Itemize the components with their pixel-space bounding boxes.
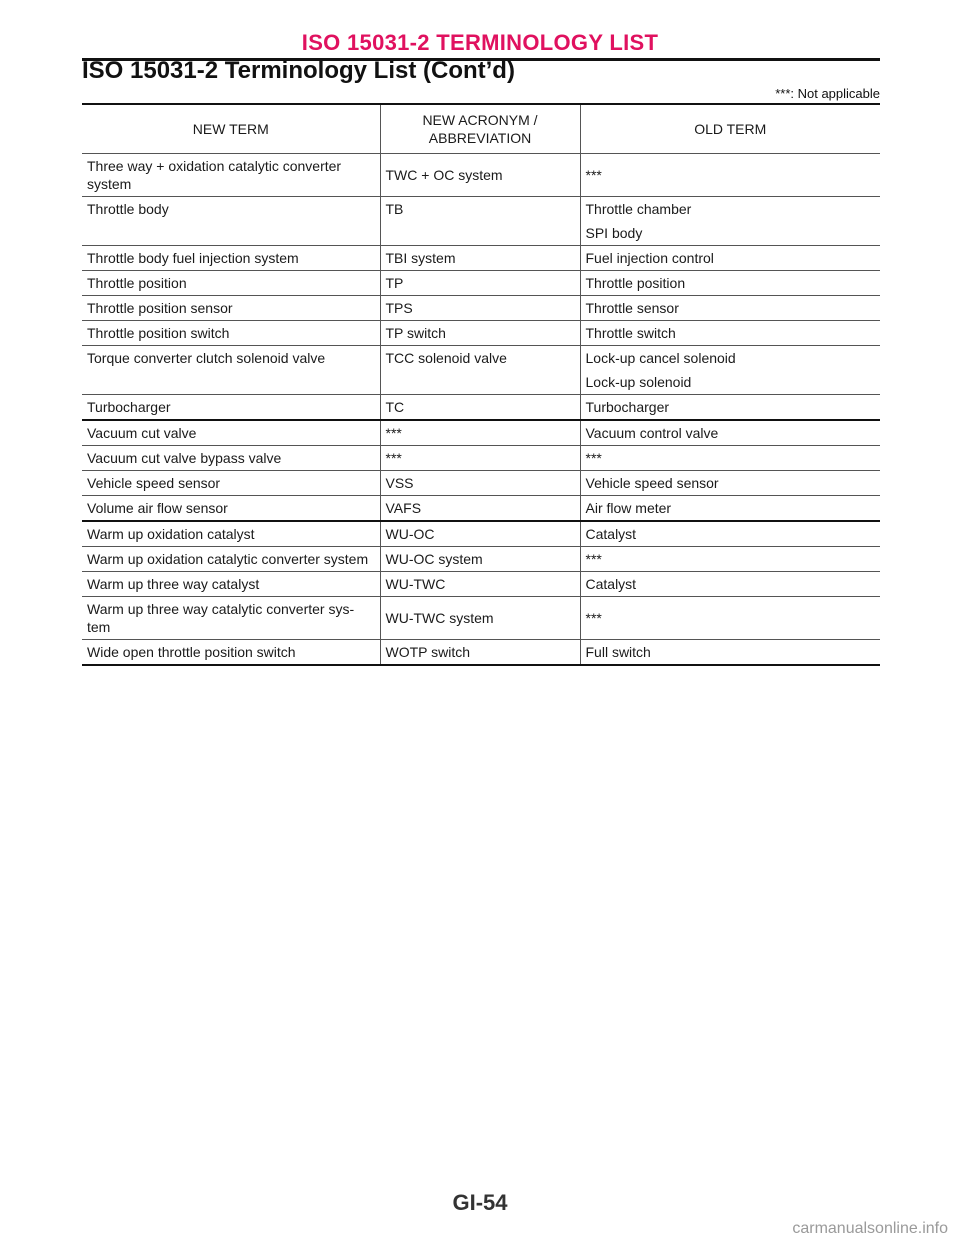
new-term-cell — [82, 395, 380, 421]
acronym-text: WU-TWC system — [385, 610, 494, 626]
table-row — [82, 346, 880, 395]
new-term-cell — [82, 572, 380, 597]
acronym-cell — [380, 496, 580, 522]
new-term-text: Throttle body — [87, 201, 169, 217]
acronym-text: TWC + OC system — [385, 167, 503, 183]
table-row — [82, 640, 880, 666]
old-term-cell — [580, 547, 880, 572]
old-term-text: *** — [585, 167, 602, 183]
old-term-text: Fuel injection control — [585, 250, 714, 266]
acronym-text: WU-TWC — [385, 576, 446, 592]
new-term-text: Vacuum cut valve — [87, 425, 197, 441]
terminology-table-wrapper — [82, 103, 880, 666]
table-row — [82, 154, 880, 197]
table-row — [82, 197, 880, 246]
acronym-text: WOTP switch — [385, 644, 471, 660]
new-term-cell — [82, 420, 380, 446]
old-term-cell — [580, 246, 880, 271]
table-row — [82, 597, 880, 640]
acronym-cell — [380, 572, 580, 597]
table-row — [82, 395, 880, 421]
new-term-cell — [82, 197, 380, 246]
acronym-text: TC — [385, 399, 405, 415]
new-term-cell — [82, 496, 380, 522]
table-body — [82, 154, 880, 666]
table-row — [82, 420, 880, 446]
table-row — [82, 496, 880, 522]
old-term-text: SPI body — [585, 225, 643, 241]
new-term-cell — [82, 271, 380, 296]
old-term-text: Throttle position — [585, 275, 686, 291]
acronym-cell — [380, 471, 580, 496]
old-term-text: Turbocharger — [585, 399, 670, 415]
old-term-cell — [580, 521, 880, 547]
new-term-text: Throttle position switch — [87, 325, 230, 341]
old-term-cell — [580, 471, 880, 496]
acronym-text: *** — [385, 425, 402, 441]
new-term-text: Volume air flow sensor — [87, 500, 228, 516]
old-term-text: Throttle sensor — [585, 300, 679, 316]
watermark-text: carmanualsonline.info — [792, 1220, 948, 1237]
acronym-text: TB — [385, 201, 404, 217]
old-term-text: Lock-up solenoid — [585, 374, 692, 390]
new-term-text: Warm up oxidation catalyst — [87, 526, 255, 542]
old-term-text: Lock-up cancel solenoid — [585, 350, 736, 366]
acronym-text: WU-OC — [385, 526, 435, 542]
table-row — [82, 271, 880, 296]
new-term-text: Throttle body fuel injection system — [87, 250, 299, 266]
old-term-text: Throttle chamber — [585, 201, 692, 217]
table-row — [82, 547, 880, 572]
page-number: GI-54 — [452, 1190, 508, 1215]
old-term-cell — [580, 321, 880, 346]
old-term-cell — [580, 446, 880, 471]
new-term-text: Wide open throttle position switch — [87, 644, 296, 660]
column-header-old-term: OLD TERM — [580, 104, 880, 154]
new-term-text: Warm up oxidation catalytic converter system — [87, 551, 369, 567]
acronym-cell — [380, 346, 580, 395]
acronym-cell — [380, 321, 580, 346]
acronym-cell — [380, 154, 580, 197]
acronym-cell — [380, 521, 580, 547]
page-title: ISO 15031-2 Terminology List (Cont’d) — [82, 57, 515, 84]
new-term-text: Warm up three way catalytic converter sys- tem — [87, 601, 355, 635]
new-term-text: Throttle position — [87, 275, 187, 291]
old-term-text: *** — [585, 450, 602, 466]
new-term-cell — [82, 346, 380, 395]
new-term-text: Torque converter clutch solenoid valve — [87, 350, 326, 366]
column-header-new-term: NEW TERM — [82, 104, 380, 154]
table-header-row — [82, 104, 880, 154]
section-title: ISO 15031-2 TERMINOLOGY LIST — [301, 30, 659, 55]
acronym-text: TBI system — [385, 250, 456, 266]
acronym-cell — [380, 395, 580, 421]
new-term-cell — [82, 547, 380, 572]
acronym-text: TPS — [385, 300, 413, 316]
table-row — [82, 321, 880, 346]
old-term-cell — [580, 154, 880, 197]
old-term-text: *** — [585, 610, 602, 626]
old-term-cell — [580, 496, 880, 522]
new-term-cell — [82, 471, 380, 496]
new-term-text: Turbocharger — [87, 399, 171, 415]
acronym-text: TP — [385, 275, 404, 291]
acronym-cell — [380, 246, 580, 271]
acronym-text: WU-OC system — [385, 551, 483, 567]
table-row — [82, 446, 880, 471]
old-term-cell — [580, 597, 880, 640]
old-term-text: Full switch — [585, 644, 651, 660]
old-term-cell — [580, 296, 880, 321]
old-term-cell — [580, 346, 880, 395]
old-term-text: Vacuum control valve — [585, 425, 719, 441]
new-term-text: Vehicle speed sensor — [87, 475, 221, 491]
acronym-text: *** — [385, 450, 402, 466]
acronym-cell — [380, 547, 580, 572]
acronym-text: VAFS — [385, 500, 422, 516]
new-term-cell — [82, 597, 380, 640]
new-term-text: Warm up three way catalyst — [87, 576, 260, 592]
acronym-cell — [380, 197, 580, 246]
old-term-cell — [580, 395, 880, 421]
old-term-cell — [580, 572, 880, 597]
new-term-text: Throttle position sensor — [87, 300, 233, 316]
acronym-cell — [380, 640, 580, 666]
acronym-text: VSS — [385, 475, 414, 491]
acronym-cell — [380, 446, 580, 471]
column-header-new-acronym: NEW ACRONYM / ABBREVIATION — [380, 104, 580, 154]
table-row — [82, 246, 880, 271]
old-term-cell — [580, 640, 880, 666]
acronym-cell — [380, 271, 580, 296]
old-term-text: *** — [585, 551, 602, 567]
table-row — [82, 521, 880, 547]
table-row — [82, 572, 880, 597]
new-term-cell — [82, 246, 380, 271]
new-term-text: Vacuum cut valve bypass valve — [87, 450, 282, 466]
table-row — [82, 296, 880, 321]
old-term-text: Catalyst — [585, 576, 637, 592]
acronym-text: TP switch — [385, 325, 446, 341]
terminology-table — [82, 103, 880, 666]
table-row — [82, 471, 880, 496]
old-term-cell — [580, 420, 880, 446]
acronym-cell — [380, 420, 580, 446]
acronym-cell — [380, 597, 580, 640]
old-term-text: Throttle switch — [585, 325, 676, 341]
not-applicable-note: ***: Not applicable — [775, 86, 880, 101]
acronym-text: TCC solenoid valve — [385, 350, 507, 366]
new-term-cell — [82, 154, 380, 197]
new-term-cell — [82, 321, 380, 346]
acronym-cell — [380, 296, 580, 321]
old-term-text: Catalyst — [585, 526, 637, 542]
new-term-cell — [82, 296, 380, 321]
old-term-text: Vehicle speed sensor — [585, 475, 719, 491]
new-term-text: Three way + oxidation catalytic converter system — [87, 158, 342, 192]
new-term-cell — [82, 640, 380, 666]
old-term-text: Air flow meter — [585, 500, 672, 516]
old-term-cell — [580, 271, 880, 296]
new-term-cell — [82, 446, 380, 471]
new-term-cell — [82, 521, 380, 547]
old-term-cell — [580, 197, 880, 246]
